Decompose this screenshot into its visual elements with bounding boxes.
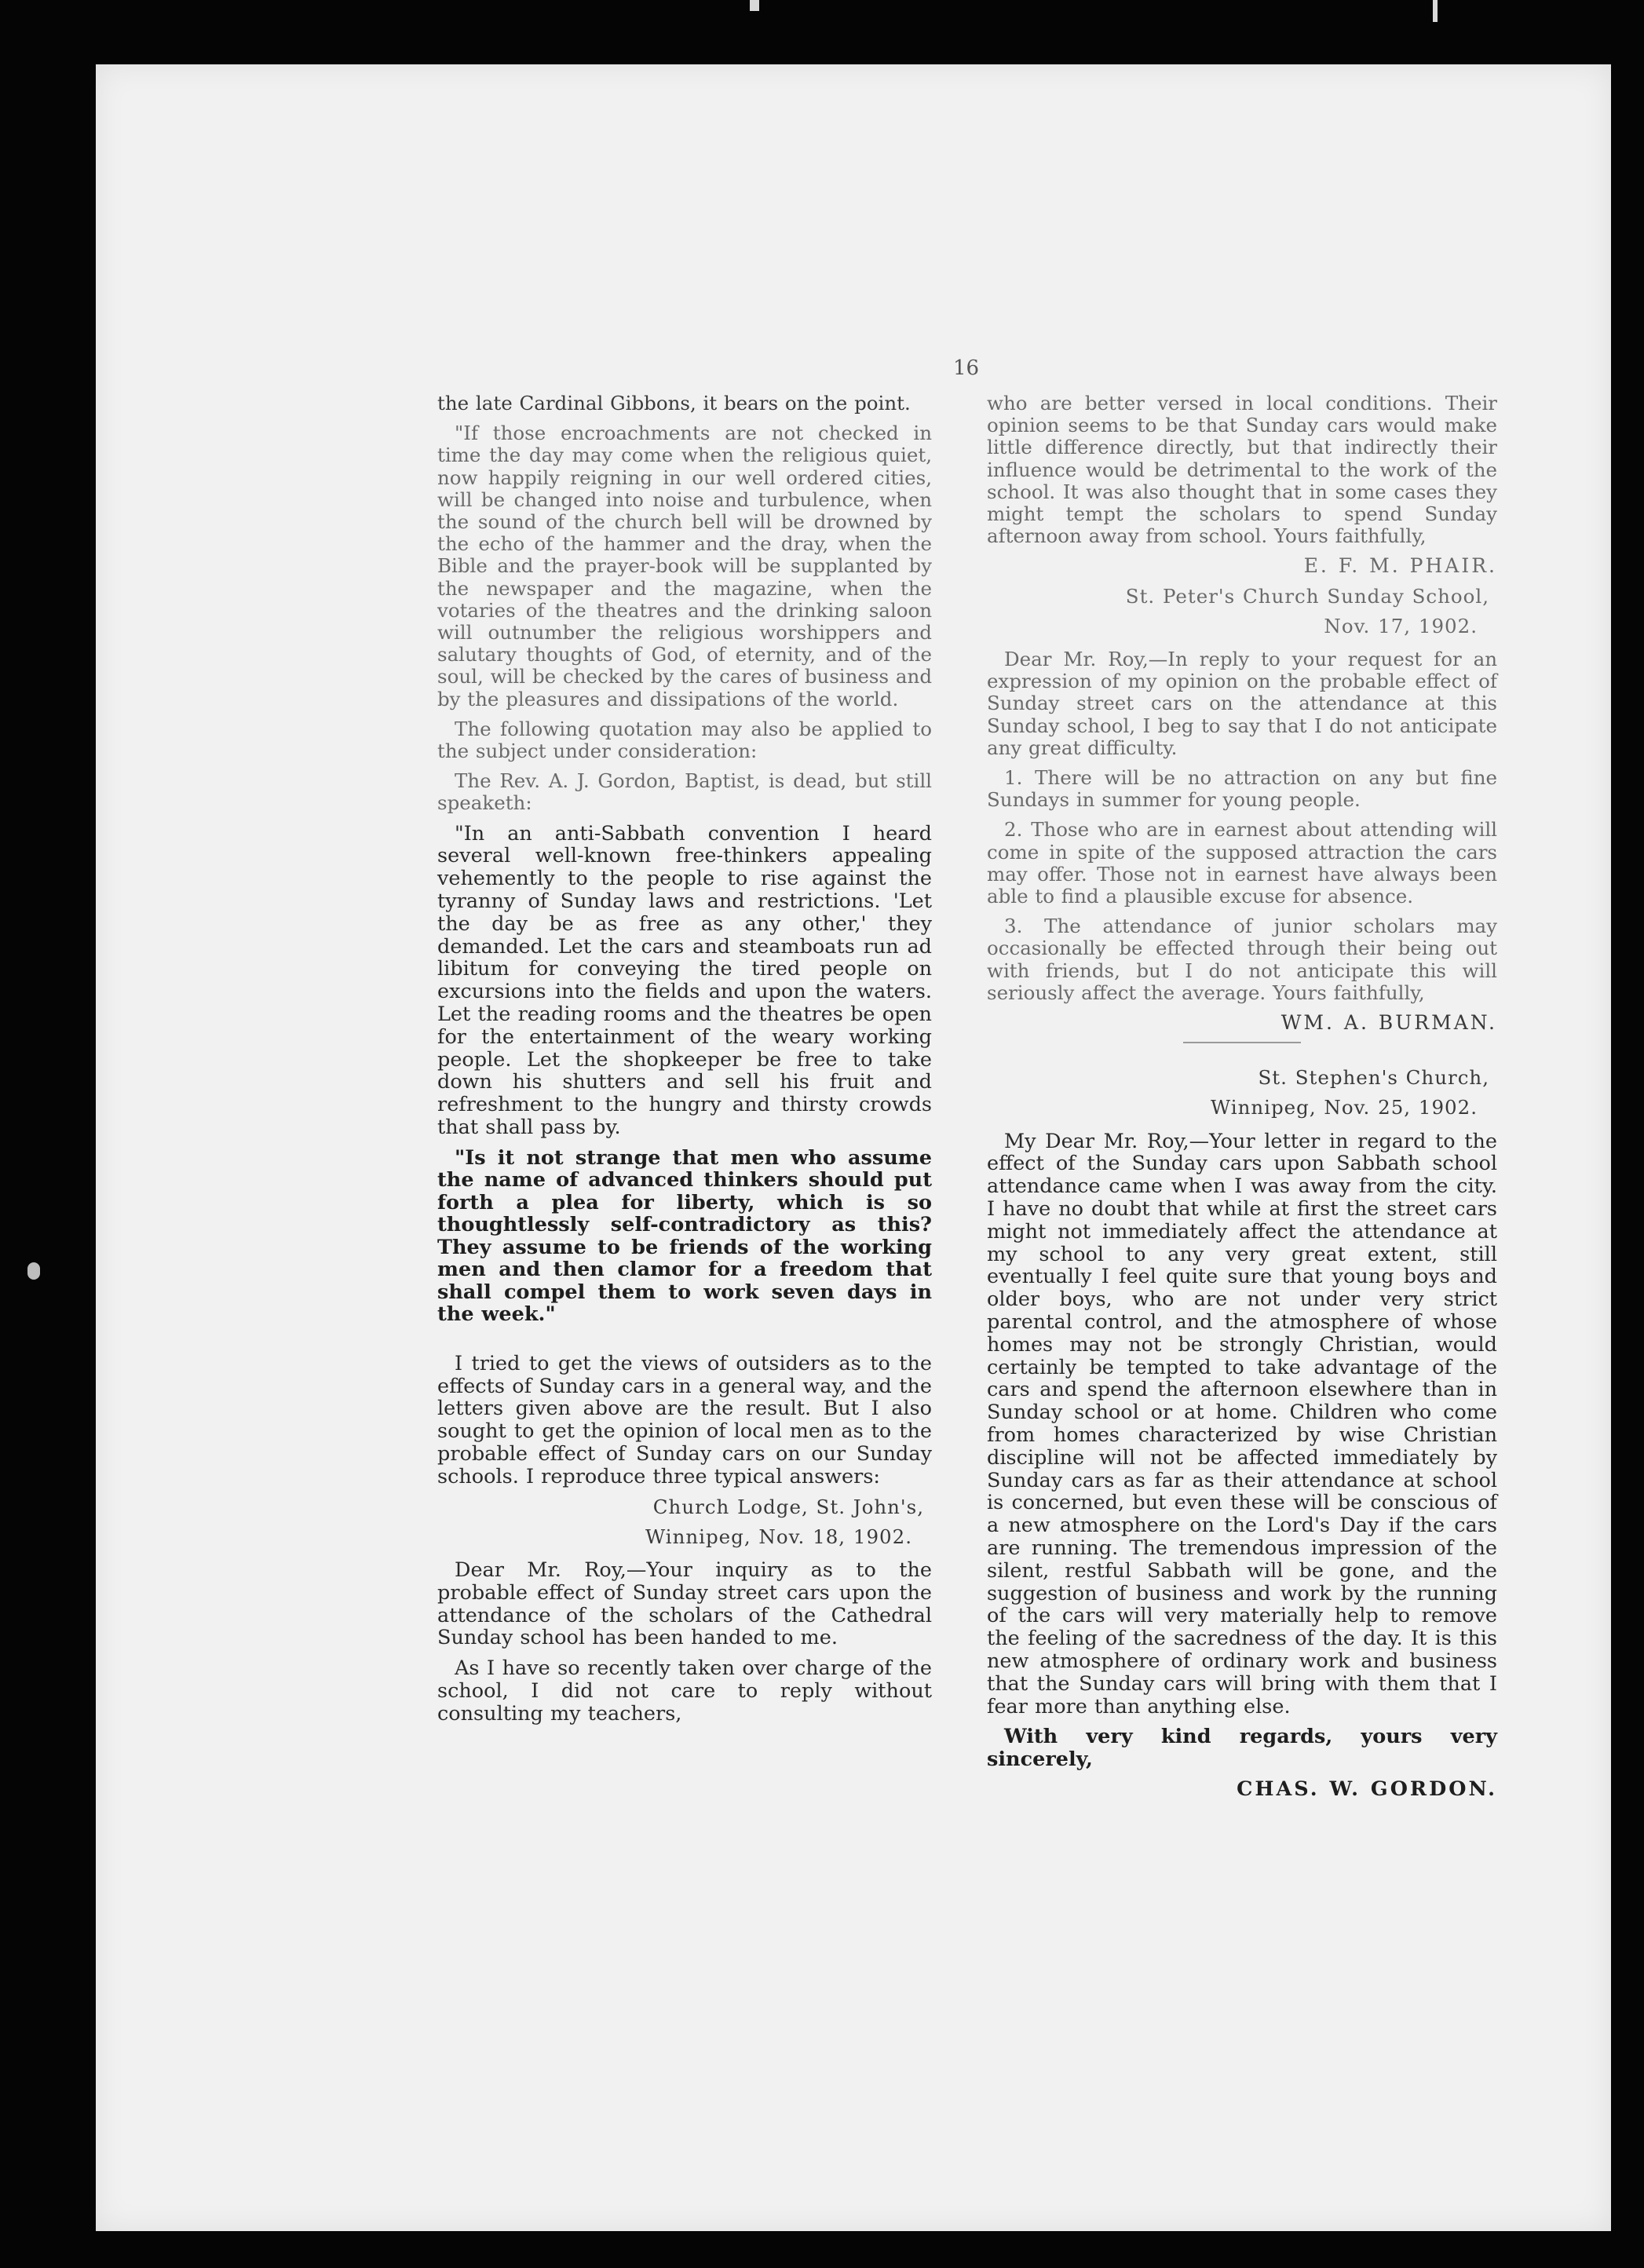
right-column [987,393,1497,1809]
letter-heading: Church Lodge, St. John's, [652,1495,924,1518]
letter-date: Nov. 17, 1902. [1324,614,1478,637]
paragraph: With very kind regards, yours very sincerely, [987,1725,1497,1771]
paragraph: 1. There will be no attraction on any but fine Sundays in summer for young people. [987,766,1497,812]
paragraph: I tried to get the views of outsiders as to the effects of Sunday cars in a general way, and the letters given above are the result. But I also sought to get the opinion of local men as to the probable effect of Sunday cars on our Sunday schools. I reproduce three typical answers: [437,1351,932,1488]
paragraph: "If those encroachments are not checked in time the day may come when the religious quiet, now happily reigning in our well ordered cities, will be changed into noise and turbulence, when the sound of the church bell will be drowned by the echo of the hammer and the dray, when the Bible and the prayer-book will be supplanted by the newspaper and the magazine, when the votaries of the theatres and the drinking saloon will outnumber the religious worshippers and salutary thoughts of God, of eternity, and of the soul, will be checked by the cares of business and by the pleasures and dissipations of the world. [437,422,932,710]
letter-date: Winnipeg, Nov. 25, 1902. [1210,1096,1478,1119]
paragraph: 2. Those who are in earnest about attending will come in spite of the supposed attraction the cars may offer. Those not in earnest have always been able to find a plausible excuse for absence. [987,818,1497,908]
letter-heading: St. Peter's Church Sunday School, [1125,584,1489,608]
signature: E. F. M. PHAIR. [1303,554,1497,578]
document-page [96,64,1611,2231]
paragraph: My Dear Mr. Roy,—Your letter in regard to the effect of the Sunday cars upon Sabbath school attendance came when I was away from the city. I have no doubt that while at first the street cars might not immediately affect the attendance at my school to any very great extent, still eventually I feel quite sure that young boys and older boys, who are not under very strict parental control, and the atmosphere of whose homes may not be strongly Christian, would certainly be tempted to take advantage of the cars and spend the afternoon elsewhere than in Sunday school or at home. Children who come from homes characterized by wise Christian discipline will not be affected immediately by Sunday cars as far as their attendance at school is concerned, but even these will be conscious of a new atmosphere on the Lord's Day if the cars are running. The tremendous impression of the silent, restful Sabbath will be gone, and the suggestion of business and work by the running of the cars will very materially help to remove the feeling of the sacredness of the day. It is this new atmosphere of ordinary work and business that the Sunday cars will bring with them that I fear more than anything else. [987,1129,1497,1718]
letter-date: Winnipeg, Nov. 18, 1902. [645,1525,912,1548]
paragraph: the late Cardinal Gibbons, it bears on the point. [437,392,911,415]
signature: WM. A. BURMAN. [1280,1011,1497,1035]
page-number: 16 [953,356,980,380]
paragraph: Dear Mr. Roy,—Your inquiry as to the probable effect of Sunday street cars upon the attendance of the scholars of the Cathedral Sunday school has been handed to me. [437,1558,932,1650]
divider [1183,1042,1301,1043]
left-column [437,393,932,1733]
top-scan-mark [750,0,759,11]
paragraph: The following quotation may also be applied to the subject under consideration: [437,717,932,763]
signature: CHAS. W. GORDON. [1237,1777,1497,1802]
letter-heading: St. Stephen's Church, [1258,1066,1489,1090]
paragraph: "Is it not strange that men who assume the name of advanced thinkers should put forth a plea for liberty, which is so thoughtlessly self-contradictory as this? They assume to be friends of the working men and then clamor for a freedom that shall compel them to work seven days in the week." [437,1145,932,1327]
paragraph: 3. The attendance of junior scholars may occasionally be effected through their being out with friends, but I do not anticipate this will seriously affect the average. Yours faithfully, [987,915,1497,1004]
top-right-scan-mark [1433,0,1438,22]
paragraph: The Rev. A. J. Gordon, Baptist, is dead, but still speaketh: [437,769,932,815]
paragraph: "In an anti-Sabbath convention I heard several well-known free-thinkers appealing vehemently to the people to rise against the tyranny of Sunday laws and restrictions. 'Let the day be as free as any other,' they demanded. Let the cars and steamboats run ad libitum for conveying the tired people on excursions into the fields and upon the waters. Let the reading rooms and the theatres be open for the entertainment of the weary working people. Let the shopkeeper be free to take down his shutters and sell his fruit and refreshment to the hungry and thirsty crowds that shall pass by. [437,821,932,1140]
paragraph: As I have so recently taken over charge of the school, I did not care to reply without consulting my teachers, [437,1656,932,1726]
paragraph: Dear Mr. Roy,—In reply to your request for an expression of my opinion on the probable effect of Sunday street cars on the attendance at this Sunday school, I beg to say that I do not anticipate any great difficulty. [987,648,1497,759]
paragraph: who are better versed in local conditions. Their opinion seems to be that Sunday cars would make little difference directly, but that indirectly their influence would be detrimental to the work of the school. It was also thought that in some cases they might tempt the scholars to spend Sunday afternoon away from school. Yours faithfully, [987,392,1497,548]
left-scan-dot [27,1262,40,1280]
